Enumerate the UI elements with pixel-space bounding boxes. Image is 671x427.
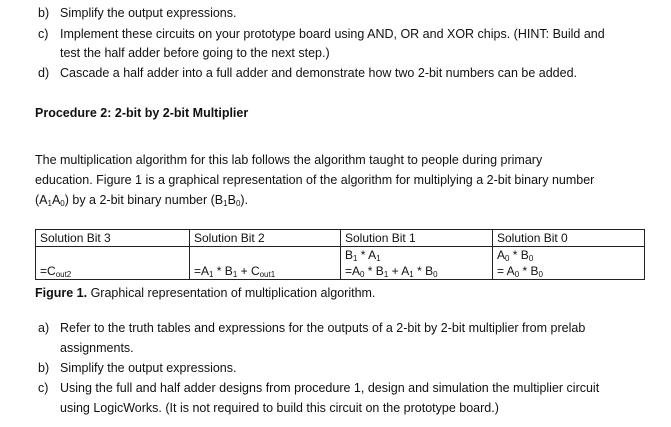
table-header-row bbox=[36, 230, 645, 247]
cell-bit1-product: $B_1 * A_1$ bbox=[341, 247, 493, 264]
list2-item-c-text: Using the full and half adder designs from procedure 1, design and simulation the multiplier circuit bbox=[60, 381, 600, 395]
procedure-heading: Procedure 2: 2-bit by 2-bit Multiplier bbox=[35, 106, 249, 120]
cell-bit2-result: $=A_1 * B_1 + C_{out1}$ bbox=[190, 263, 341, 280]
cell-bit2-product bbox=[190, 247, 341, 264]
list-label-d: d) bbox=[38, 66, 50, 80]
list-label-c: c) bbox=[38, 27, 49, 41]
cell-bit3-product bbox=[36, 247, 190, 264]
table-row-products bbox=[36, 247, 645, 264]
header-solution-bit-1: Solution Bit 1 bbox=[341, 230, 493, 247]
multiplication-table bbox=[35, 229, 645, 280]
list2-item-c-continuation: using LogicWorks. (It is not required to build this circuit on the prototype board.) bbox=[60, 401, 499, 415]
list-item-d-text: Cascade a half adder into a full adder and demonstrate how two 2-bit numbers can be added. bbox=[60, 66, 577, 80]
list-label-b: b) bbox=[38, 6, 50, 20]
header-solution-bit-3: Solution Bit 3 bbox=[36, 230, 190, 247]
list-item-b-text: Simplify the output expressions. bbox=[60, 6, 237, 20]
header-solution-bit-0: Solution Bit 0 bbox=[493, 230, 645, 247]
list2-item-a-continuation: assignments. bbox=[60, 341, 134, 355]
list2-label-b: b) bbox=[38, 361, 50, 375]
table-row-results bbox=[36, 263, 645, 280]
cell-bit1-result: $=A_0 * B_1 + A_1 * B_0$ bbox=[341, 263, 493, 280]
list2-label-a: a) bbox=[38, 321, 50, 335]
header-solution-bit-2: Solution Bit 2 bbox=[190, 230, 341, 247]
paragraph-line-1: The multiplication algorithm for this lab follows the algorithm taught to people during primary bbox=[35, 153, 543, 167]
paragraph-line-3: $(A_1A_0)$ by a 2-bit binary number $(B_1B_0)$. bbox=[35, 193, 249, 208]
cell-bit0-result: = $A_0 * B_0$ bbox=[493, 263, 645, 280]
paragraph-line-2: education. Figure 1 is a graphical representation of the algorithm for multiplying a 2-bit binary number bbox=[35, 173, 595, 187]
figure-caption-label: Figure 1. bbox=[35, 286, 88, 300]
list2-item-b-text: Simplify the output expressions. bbox=[60, 361, 237, 375]
list2-label-c: c) bbox=[38, 381, 49, 395]
list2-item-a-text: Refer to the truth tables and expressions for the outputs of a 2-bit by 2-bit multiplier from prelab bbox=[60, 321, 586, 335]
figure-caption-text: Graphical representation of multiplication algorithm. bbox=[87, 286, 376, 300]
figure-caption bbox=[35, 286, 375, 300]
cell-bit0-product: $A_0 * B_0$ bbox=[493, 247, 645, 264]
list-item-c-continuation: test the half adder before going to the next step.) bbox=[60, 46, 330, 60]
cell-bit3-result: $=C_{out2}$ bbox=[36, 263, 190, 280]
list-item-c-text: Implement these circuits on your prototype board using AND, OR and XOR chips. (HINT: Build and bbox=[60, 27, 605, 41]
